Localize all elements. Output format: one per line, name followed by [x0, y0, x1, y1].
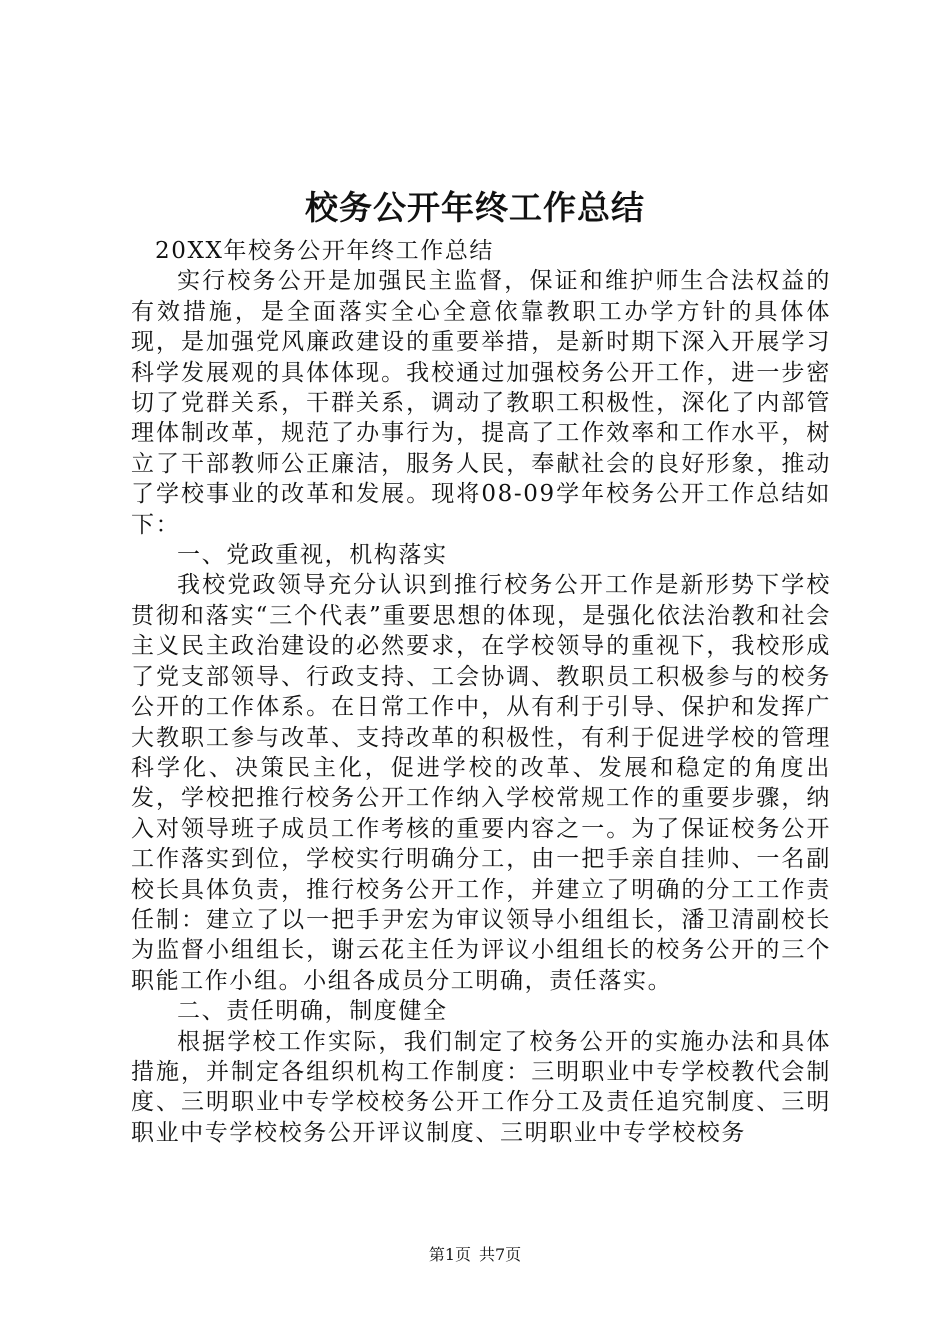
paragraph-section-2: 根据学校工作实际，我们制定了校务公开的实施办法和具体措施，并制定各组织机构工作制度：三明职业中专学校教代会制度、三明职业中专学校校务公开工作分工及责任追究制度、三明职业中专学校校务公开评议制度、三明职业中专学校校务 — [131, 1028, 831, 1146]
document-body — [131, 236, 831, 1148]
page-footer — [0, 1244, 950, 1266]
page-total: 共7页 — [479, 1245, 522, 1264]
section-heading-2: 二、责任明确，制度健全 — [177, 998, 448, 1025]
document-title: 校务公开年终工作总结 — [305, 188, 645, 227]
paragraph-section-1: 我校党政领导充分认识到推行校务公开工作是新形势下学校贯彻和落实“三个代表”重要思想的体现，是强化依法治教和社会主义民主政治建设的必然要求，在学校领导的重视下，我校形成了党支部领导、行政支持、工会协调、教职员工积极参与的校务公开的工作体系。在日常工作中，从有利于引导、保护和发挥广大教职工参与改革、支持改革的积极性，有利于促进学校的管理科学化、决策民主化，促进学校的改革、发展和稳定的角度出发，学校把推行校务公开工作纳入学校常规工作的重要步骤，纳入对领导班子成员工作考核的重要内容之一。为了保证校务公开工作落实到位，学校实行明确分工，由一把手亲自挂帅、一名副校长具体负责，推行校务公开工作，并建立了明确的分工工作责任制：建立了以一把手尹宏为审议领导小组组长，潘卫清副校长为监督小组组长，谢云花主任为评议小组组长的校务公开的三个职能工作小组。小组各成员分工明确，责任落实。 — [131, 572, 831, 994]
section-heading-1: 一、党政重视，机构落实 — [177, 542, 448, 569]
document-subtitle: 20XX年校务公开年终工作总结 — [155, 238, 495, 264]
page-number: 第1页 — [428, 1245, 471, 1264]
paragraph-intro: 实行校务公开是加强民主监督，保证和维护师生合法权益的有效措施，是全面落实全心全意依靠教职工办学方针的具体体现，是加强党风廉政建设的重要举措，是新时期下深入开展学习科学发展观的具体体现。我校通过加强校务公开工作，进一步密切了党群关系，干群关系，调动了教职工积极性，深化了内部管理体制改革，规范了办事行为，提高了工作效率和工作水平，树立了干部教师公正廉洁，服务人民，奉献社会的良好形象，推动了学校事业的改革和发展。现将08-09学年校务公开工作总结如下： — [131, 268, 831, 538]
